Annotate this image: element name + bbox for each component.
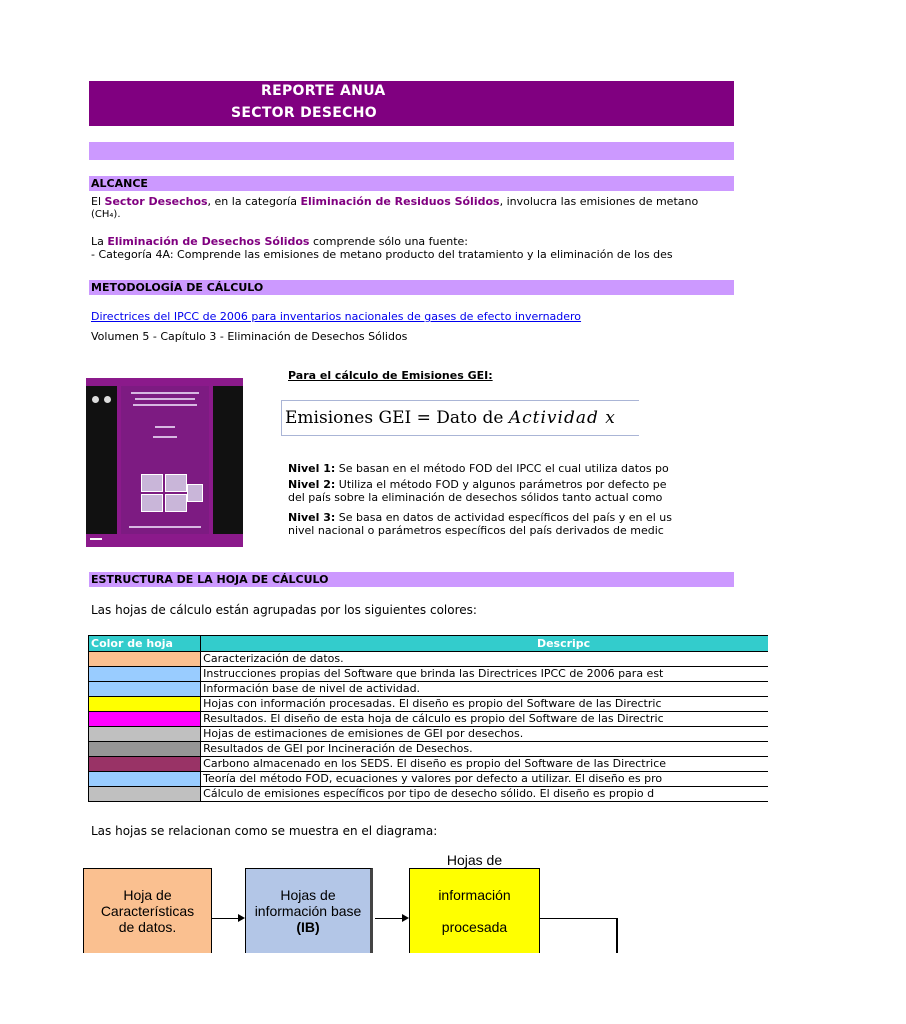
diagram-arrow-head [238, 914, 245, 922]
sheet-description: Cálculo de emisiones específicos por tipo de desecho sólido. El diseño es propio d [201, 787, 768, 802]
nivel-3-description-cont: nivel nacional o parámetros específicos del país derivados de medic [288, 524, 664, 537]
table-row [89, 682, 769, 697]
sheet-color-swatch [89, 682, 201, 697]
diagram-arrow [375, 918, 402, 919]
report-title-line2: SECTOR DESECHO [231, 105, 377, 121]
volume-reference: Volumen 5 - Capítulo 3 - Eliminación de Desechos Sólidos [91, 330, 408, 343]
sheet-description: Caracterización de datos. [201, 652, 768, 667]
sheet-description: Resultados. El diseño de esta hoja de cálculo es propio del Software de las Directric [201, 712, 768, 727]
emissions-formula: Emisiones GEI = Dato de Actividad x [281, 400, 639, 436]
section-heading-estructura: ESTRUCTURA DE LA HOJA DE CÁLCULO [89, 572, 734, 587]
cover-text-line [153, 436, 177, 438]
sheet-color-swatch [89, 772, 201, 787]
diagram-box-text: Características [100, 903, 195, 919]
sheet-color-swatch [89, 742, 201, 757]
cover-center-panel [121, 386, 209, 534]
sheet-color-swatch [89, 697, 201, 712]
sheet-description: Teoría del método FOD, ecuaciones y valores por defecto a utilizar. El diseño es pro [201, 772, 768, 787]
sheet-color-swatch [89, 652, 201, 667]
nivel-2-description: Nivel 2: Utiliza el método FOD y algunos parámetros por defecto pe [288, 478, 667, 491]
diagram-box-text: procesada [441, 919, 508, 935]
table-row [89, 787, 769, 802]
diagram-box-text: (IB) [296, 919, 320, 935]
nivel-2-description-cont: del país sobre la eliminación de desechos sólidos tanto actual como [288, 491, 663, 504]
table-row [89, 652, 769, 667]
diagram-box-text: Hojas de [280, 887, 336, 903]
nivel-1-description: Nivel 1: Se basan en el método FOD del IPCC el cual utiliza datos po [288, 462, 669, 475]
table-row [89, 742, 769, 757]
sheet-description: Instrucciones propias del Software que brinda las Directrices IPCC de 2006 para est [201, 667, 768, 682]
diagram-box-informacion-procesada [409, 868, 540, 953]
alcance-paragraph-1-cont: (CH₄). [91, 209, 121, 220]
alcance-paragraph-2: La Eliminación de Desechos Sólidos comprende sólo una fuente: [91, 235, 469, 248]
cover-photo [187, 484, 203, 502]
table-row [89, 697, 769, 712]
cover-photo [165, 494, 187, 512]
sheet-description: Resultados de GEI por Incineración de Desechos. [201, 742, 768, 757]
sheet-color-swatch [89, 787, 201, 802]
report-title-banner [89, 81, 734, 126]
ipcc-guidelines-link[interactable]: Directrices del IPCC de 2006 para inventarios nacionales de gases de efecto invernadero [91, 310, 582, 323]
table-header-row [89, 636, 769, 652]
cover-right-strip [213, 386, 243, 534]
table-header-description: Descripc [201, 636, 768, 652]
sheet-description: Hojas de estimaciones de emisiones de GEI por desechos. [201, 727, 768, 742]
alcance-paragraph-1: El Sector Desechos, en la categoría Eliminación de Residuos Sólidos, involucra las emisiones de metano [91, 195, 699, 208]
diagram-intro: Las hojas se relacionan como se muestra en el diagrama: [91, 824, 438, 838]
diagram-connector [540, 918, 618, 919]
sheet-description: Información base de nivel de actividad. [201, 682, 768, 697]
table-row [89, 757, 769, 772]
sheet-description: Carbono almacenado en los SEDS. El diseño es propio del Software de las Directrice [201, 757, 768, 772]
diagram-box-processed-label: Hojas de [446, 852, 503, 868]
subtitle-band [89, 142, 734, 160]
cover-photo [165, 474, 187, 492]
nivel-3-description: Nivel 3: Se basa en datos de actividad específicos del país y en el us [288, 511, 672, 524]
table-row [89, 712, 769, 727]
cover-text-line [155, 426, 175, 428]
sheet-color-swatch [89, 727, 201, 742]
cover-left-strip [86, 386, 117, 534]
diagram-box-caracteristicas [83, 868, 212, 953]
sheet-description: Hojas con información procesadas. El diseño es propio del Software de las Directric [201, 697, 768, 712]
table-row [89, 772, 769, 787]
estructura-intro: Las hojas de cálculo están agrupadas por los siguientes colores: [91, 603, 477, 617]
alcance-paragraph-2-cont: - Categoría 4A: Comprende las emisiones de metano producto del tratamiento y la eliminación de los des [91, 248, 673, 261]
cover-text-line [90, 538, 102, 540]
diagram-box-text: de datos. [118, 919, 177, 935]
cover-dot [104, 396, 111, 403]
section-heading-alcance: ALCANCE [89, 176, 734, 191]
cover-text-line [129, 526, 201, 528]
table-row [89, 667, 769, 682]
sheet-color-table [88, 635, 768, 802]
cover-text-line [135, 398, 195, 400]
cover-text-line [131, 392, 199, 394]
diagram-box-informacion-base [245, 868, 373, 953]
cover-photo [141, 474, 163, 492]
table-header-color: Color de hoja [89, 636, 201, 652]
report-title-line1: REPORTE ANUA [261, 83, 386, 99]
calc-title: Para el cálculo de Emisiones GEI: [288, 369, 493, 382]
diagram-arrow-head [402, 914, 409, 922]
diagram-connector-vertical [616, 918, 618, 953]
section-heading-metodologia: METODOLOGÍA DE CÁLCULO [89, 280, 734, 295]
cover-text-line [133, 404, 197, 406]
cover-photo [141, 494, 163, 512]
cover-dot [92, 396, 99, 403]
sheet-color-swatch [89, 667, 201, 682]
ipcc-book-cover-image [86, 378, 243, 547]
diagram-box-text: Hoja de [123, 887, 172, 903]
sheet-color-swatch [89, 757, 201, 772]
diagram-box-text: información base [254, 903, 362, 919]
diagram-arrow [212, 918, 238, 919]
sheet-color-swatch [89, 712, 201, 727]
table-row [89, 727, 769, 742]
diagram-box-text: información [438, 887, 511, 903]
